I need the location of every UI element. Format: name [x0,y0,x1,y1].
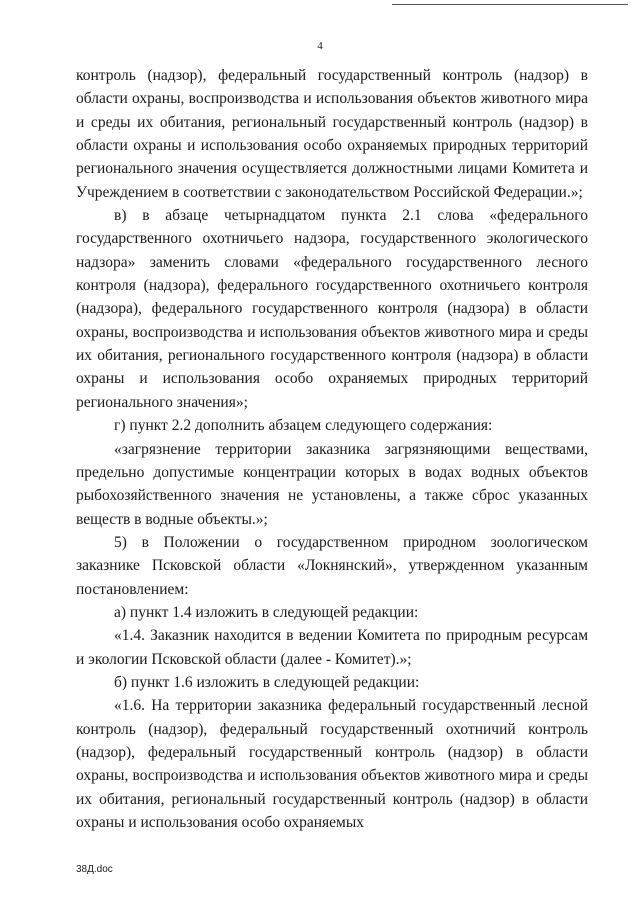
paragraph-8: б) пункт 1.6 изложить в следующей редакции: [114,673,420,691]
paragraph-7: «1.4. Заказник находится в ведении Комитета по природным ресурсам и экологии Псковской области (далее - Комитет).»; [76,627,588,668]
page-number: 4 [317,40,323,52]
document-body [76,64,588,834]
paragraph-3: г) пункт 2.2 дополнить абзацем следующего содержания: [114,417,493,435]
paragraph-5: 5) в Положении о государственном природном зоологическом заказнике Псковской области «Локнянский», утвержденном указанным постановлением: [76,533,588,598]
paragraph-9: «1.6. На территории заказника федеральный государственный лесной контроль (надзор), федеральный государственный охотничий контроль (надзор), федеральный государственный контроль (надзор) в области охраны, воспроизводства и использования объектов животного мира и среды их обитания, региональный государственный контроль (надзор) в области охраны и использования особо охраняемых [76,697,588,831]
paragraph-1: контроль (надзор), федеральный государственный контроль (надзор) в области охраны, воспроизводства и использования объектов животного мира и среды их обитания, региональный государственный контроль (надзор) в области охраны и использования особо охраняемых природных территорий регионального значения осуществляется должностными лицами Комитета и Учреждением в соответствии с законодательством Российской Федерации.»; [76,67,588,201]
paragraph-4: «загрязнение территории заказника загрязняющими веществами, предельно допустимые концентрации которых в водах водных объектов рыбохозяйственного значения не установлены, а также сброс указанных веществ в водные объекты.»; [76,440,588,528]
paragraph-2: в) в абзаце четырнадцатом пункта 2.1 слова «федерального государственного охотничьего надзора, государственного экологического надзора» заменить словами «федерального государственного лесного контроля (надзора), федерального государственного охотничьего контроля (надзора), федерального государственного контроля (надзора) в области охраны, воспроизводства и использования объектов животного мира и среды их обитания, регионального государственного контроля (надзора) в области охраны и использования особо охраняемых природных территорий регионального значения»; [76,207,588,411]
paragraph-6: а) пункт 1.4 изложить в следующей редакции: [114,603,419,621]
top-rule [392,4,628,5]
footer-filename: 38Д.doc [76,864,113,875]
